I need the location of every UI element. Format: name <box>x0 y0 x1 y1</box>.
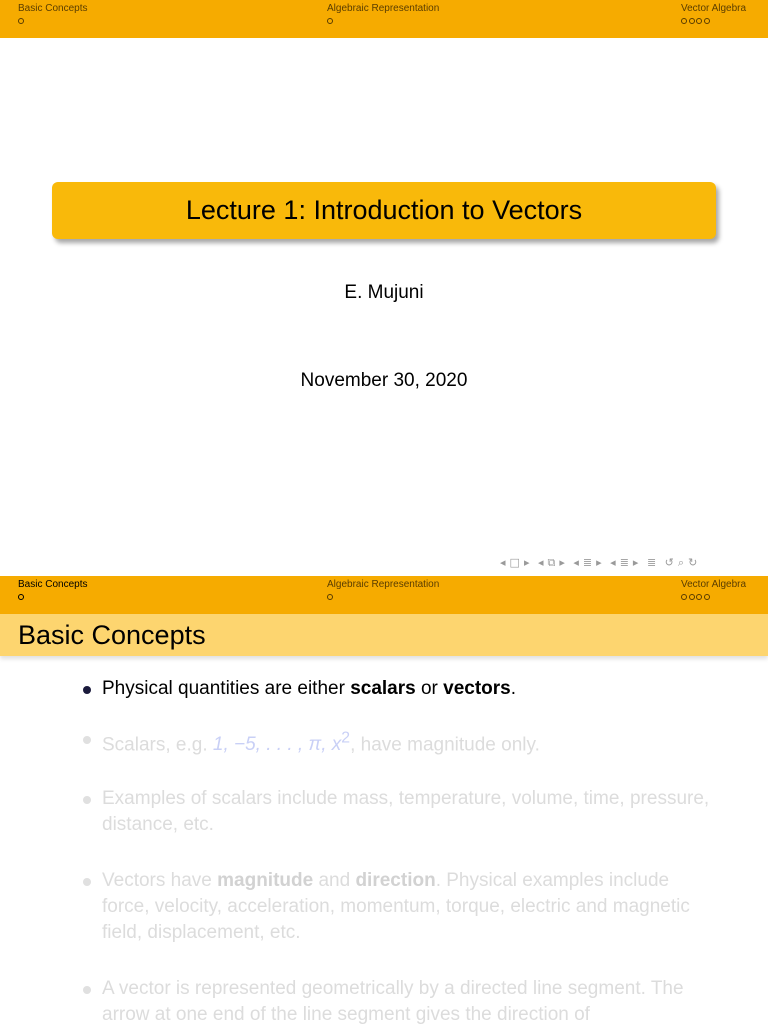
nav-section-basic-concepts[interactable] <box>18 3 87 26</box>
nav-section-algebraic-representation[interactable] <box>327 579 439 602</box>
nav-section-label: Vector Algebra <box>681 579 747 590</box>
nav-section-vector-algebra[interactable] <box>681 3 746 26</box>
math-expression <box>212 730 351 756</box>
subsection-dot[interactable] <box>18 594 24 600</box>
subsection-dot[interactable] <box>696 18 702 24</box>
nav-next-subsection-icon[interactable]: ▸ <box>559 556 566 569</box>
bullet-text: . <box>510 678 517 699</box>
nav-appendix-icon[interactable]: ≣ <box>646 556 658 569</box>
nav-section-label: Basic Concepts <box>18 579 88 590</box>
basic-concepts-slide <box>0 576 768 1024</box>
math-text: 1, −5, . . . , π, x <box>212 734 342 756</box>
bullet-item <box>80 726 720 758</box>
bullet-item <box>80 676 720 702</box>
nav-next-section-icon[interactable]: ▸ <box>596 556 603 569</box>
nav-doc-icon[interactable]: ≣ <box>619 556 630 569</box>
nav-prev-section-icon[interactable]: ◂ <box>573 556 580 569</box>
title-box <box>52 182 716 239</box>
nav-prev-subsection-icon[interactable]: ◂ <box>537 556 545 569</box>
bullet-item <box>80 868 720 946</box>
subsection-dot[interactable] <box>689 18 695 24</box>
nav-next-frame-icon[interactable]: ▸ <box>523 556 531 569</box>
subsection-dot[interactable] <box>681 594 687 600</box>
bullet-text: , have magnitude only. <box>350 734 540 756</box>
bullet-text: or <box>415 678 444 699</box>
nav-prev-doc-icon[interactable]: ◂ <box>610 556 617 569</box>
math-superscript: 2 <box>341 730 351 747</box>
subsection-dot[interactable] <box>327 18 333 24</box>
subsection-dot[interactable] <box>704 594 710 600</box>
subsection-dot[interactable] <box>704 18 710 24</box>
nav-section-icon[interactable]: ≣ <box>582 556 594 569</box>
author: E. Mujuni <box>344 282 424 303</box>
nav-frame-icon[interactable]: □ <box>509 556 521 569</box>
nav-section-label: Algebraic Representation <box>327 3 440 14</box>
frame-title: Basic Concepts <box>18 620 206 650</box>
nav-subsection-dots <box>681 594 746 602</box>
bullet-text: A vector is represented geometrically by a directed line segment. The arrow at one end of the line segment gives the direction of <box>102 978 684 1024</box>
bullet-dot <box>83 736 91 744</box>
nav-subsection-dots <box>681 18 746 26</box>
nav-section-label: Algebraic Representation <box>327 579 440 590</box>
nav-section-label: Vector Algebra <box>681 3 747 14</box>
beamer-navigation-symbols <box>500 556 701 570</box>
subsection-dot[interactable] <box>696 594 702 600</box>
bullet-text: Examples of scalars include mass, temperature, volume, time, pressure, distance, etc. <box>102 788 710 836</box>
nav-section-algebraic-representation[interactable] <box>327 3 439 26</box>
bullet-item <box>80 786 720 838</box>
bullet-list <box>80 676 720 1024</box>
subsection-dot[interactable] <box>327 594 333 600</box>
nav-subsection-dots <box>18 594 87 602</box>
bullet-text: Physical quantities are either <box>102 678 351 699</box>
bullet-text: Scalars, e.g. <box>102 734 213 756</box>
subsection-dot[interactable] <box>689 594 695 600</box>
nav-back-icon[interactable]: ↺ <box>664 556 675 569</box>
nav-section-vector-algebra[interactable] <box>681 579 746 602</box>
nav-prev-frame-icon[interactable]: ◂ <box>500 556 507 569</box>
nav-next-doc-icon[interactable]: ▸ <box>632 556 640 569</box>
bullet-bold: scalars <box>350 678 416 699</box>
nav-subsection-dots <box>327 594 439 602</box>
bullet-text: and <box>313 870 356 892</box>
nav-section-label: Basic Concepts <box>18 3 88 14</box>
nav-subsection-dots <box>18 18 87 26</box>
bullet-dot <box>83 686 91 694</box>
nav-section-basic-concepts[interactable] <box>18 579 87 602</box>
section-navigation-bar <box>0 576 768 614</box>
date: November 30, 2020 <box>300 370 468 391</box>
bullet-dot <box>83 878 91 886</box>
nav-subsection-icon[interactable]: ⧉ <box>547 556 557 569</box>
bullet-item <box>80 976 720 1024</box>
bullet-dot <box>83 986 91 994</box>
bullet-bold: direction <box>355 870 436 892</box>
subsection-dot[interactable] <box>18 18 24 24</box>
bullet-text: Vectors have <box>102 870 218 892</box>
frame-title-band <box>0 614 768 656</box>
bullet-text: . Physical examples include force, velocity, acceleration, momentum, torque, electric and magnetic field, displacement, etc. <box>102 870 690 944</box>
bullet-bold: magnitude <box>217 870 314 892</box>
section-navigation-bar <box>0 0 768 38</box>
lecture-title: Lecture 1: Introduction to Vectors <box>185 195 583 225</box>
subsection-dot[interactable] <box>681 18 687 24</box>
nav-forward-icon[interactable]: ↻ <box>688 556 699 569</box>
bullet-dot <box>83 796 91 804</box>
bullet-bold: vectors <box>443 678 511 699</box>
nav-subsection-dots <box>327 18 439 26</box>
nav-search-icon[interactable]: ⌕ <box>677 556 686 569</box>
